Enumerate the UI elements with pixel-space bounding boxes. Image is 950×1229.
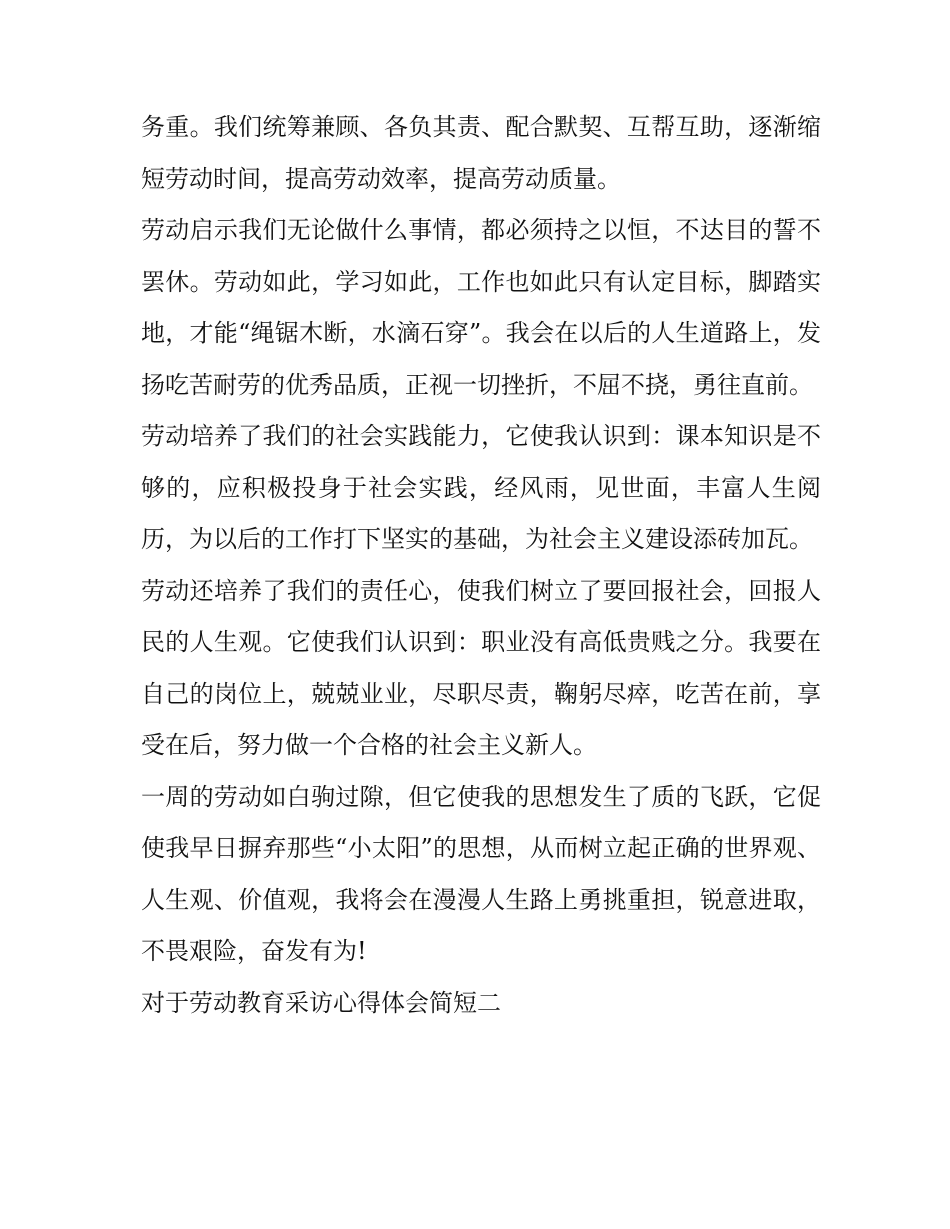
- section-heading: 对于劳动教育采访心得体会简短二: [141, 988, 501, 1017]
- paragraph-5: 一周的劳动如白驹过隙，但它使我的思想发生了质的飞跃，它促使我早日摒弃那些“小太阳”的思想，从而树立起正确的世界观、人生观、价值观，我将会在漫漫人生路上勇挑重担，锐意进取，不畏艰险，奋发有为!: [141, 782, 821, 965]
- paragraph-2: 劳动启示我们无论做什么事情，都必须持之以恒，不达目的誓不罢休。劳动如此，学习如此，工作也如此只有认定目标，脚踏实地，才能“绳锯木断，水滴石穿”。我会在以后的人生道路上，发扬吃苦耐劳的优秀品质，正视一切挫折，不屈不挠，勇往直前。: [141, 216, 821, 399]
- paragraph-3: 劳动培养了我们的社会实践能力，它使我认识到：课本知识是不够的，应积极投身于社会实践，经风雨，见世面，丰富人生阅历，为以后的工作打下坚实的基础，为社会主义建设添砖加瓦。: [141, 422, 821, 553]
- paragraph-1: 务重。我们统筹兼顾、各负其责、配合默契、互帮互助，逐渐缩短劳动时间，提高劳动效率，提高劳动质量。: [141, 113, 821, 193]
- paragraph-4: 劳动还培养了我们的责任心，使我们树立了要回报社会，回报人民的人生观。它使我们认识到：职业没有高低贵贱之分。我要在自己的岗位上，兢兢业业，尽职尽责，鞠躬尽瘁，吃苦在前，享受在后，努力做一个合格的社会主义新人。: [141, 576, 821, 759]
- document-body: [141, 102, 821, 1029]
